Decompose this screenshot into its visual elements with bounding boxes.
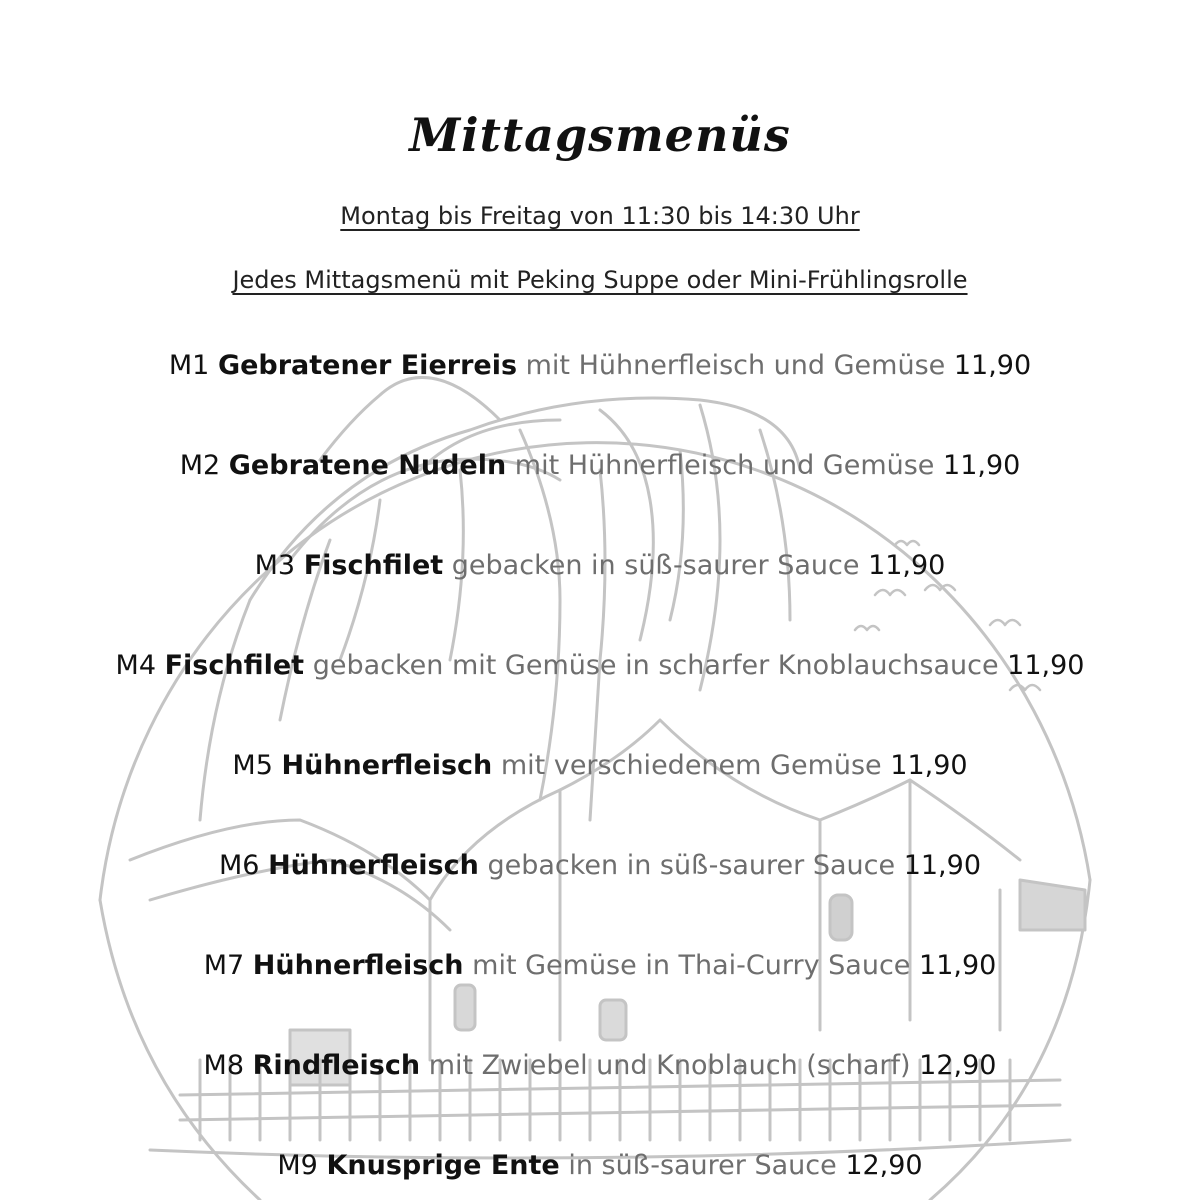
menu-item-m1 xyxy=(0,350,1200,381)
menu-item-price: 11,90 xyxy=(890,750,968,781)
menu-item-m5 xyxy=(0,750,1200,781)
menu-item-price: 11,90 xyxy=(868,550,946,581)
menu-item-code: M5 xyxy=(232,750,273,781)
menu-item-dish: Hühnerfleisch xyxy=(268,850,479,881)
menu-item-m2 xyxy=(0,450,1200,481)
menu-item-price: 12,90 xyxy=(919,1050,997,1081)
menu-item-price: 11,90 xyxy=(953,350,1032,381)
menu-item-dish: Hühnerfleisch xyxy=(281,750,493,781)
menu-item-description: gebacken mit Gemüse in scharfer Knoblauchsauce xyxy=(312,650,999,681)
menu-item-description: mit verschiedenem Gemüse xyxy=(500,750,882,781)
menu-item-description: mit Hühnerfleisch und Gemüse xyxy=(525,350,946,381)
menu-item-m9 xyxy=(0,1150,1200,1181)
menu-item-description: mit Gemüse in Thai-Curry Sauce xyxy=(472,950,911,981)
menu-item-code: M9 xyxy=(277,1150,318,1181)
menu-item-m6 xyxy=(0,850,1200,881)
menu-item-price: 11,90 xyxy=(1007,650,1085,681)
menu-item-m7 xyxy=(0,950,1200,981)
menu-item-price: 12,90 xyxy=(845,1150,923,1181)
menu-item-price: 11,90 xyxy=(903,850,981,881)
menu-item-code: M1 xyxy=(168,350,210,381)
menu-item-dish: Knusprige Ente xyxy=(326,1150,560,1181)
menu-item-description: mit Hühnerfleisch und Gemüse xyxy=(514,450,935,481)
menu-item-dish: Fischfilet xyxy=(164,650,305,681)
menu-item-code: M4 xyxy=(115,650,157,681)
menu-item-code: M3 xyxy=(254,550,296,581)
menu-note: Jedes Mittagsmenü mit Peking Suppe oder Mini-Frühlingsrolle xyxy=(232,266,968,294)
page-title: Mittagsmenüs xyxy=(409,108,791,162)
menu-item-m3 xyxy=(0,550,1200,581)
menu-item-code: M7 xyxy=(203,950,245,981)
menu-item-code: M2 xyxy=(179,450,221,481)
opening-hours: Montag bis Freitag von 11:30 bis 14:30 Uhr xyxy=(340,202,860,230)
menu-item-dish: Gebratene Nudeln xyxy=(228,450,507,481)
menu-item-m8 xyxy=(0,1050,1200,1081)
menu-item-m4 xyxy=(0,650,1200,681)
menu-item-description: gebacken in süß-saurer Sauce xyxy=(487,850,896,881)
menu-item-dish: Rindfleisch xyxy=(252,1050,421,1081)
menu-item-price: 11,90 xyxy=(919,950,997,981)
menu-item-dish: Hühnerfleisch xyxy=(252,950,464,981)
menu-item-dish: Gebratener Eierreis xyxy=(217,350,518,381)
menu-item-description: mit Zwiebel und Knoblauch (scharf) xyxy=(428,1050,911,1081)
menu-item-price: 11,90 xyxy=(943,450,1021,481)
menu-item-description: in süß-saurer Sauce xyxy=(568,1150,837,1181)
menu-item-code: M6 xyxy=(218,850,260,881)
menu-item-description: gebacken in süß-saurer Sauce xyxy=(451,550,860,581)
menu-item-dish: Fischfilet xyxy=(303,550,444,581)
menu-item-code: M8 xyxy=(203,1050,245,1081)
